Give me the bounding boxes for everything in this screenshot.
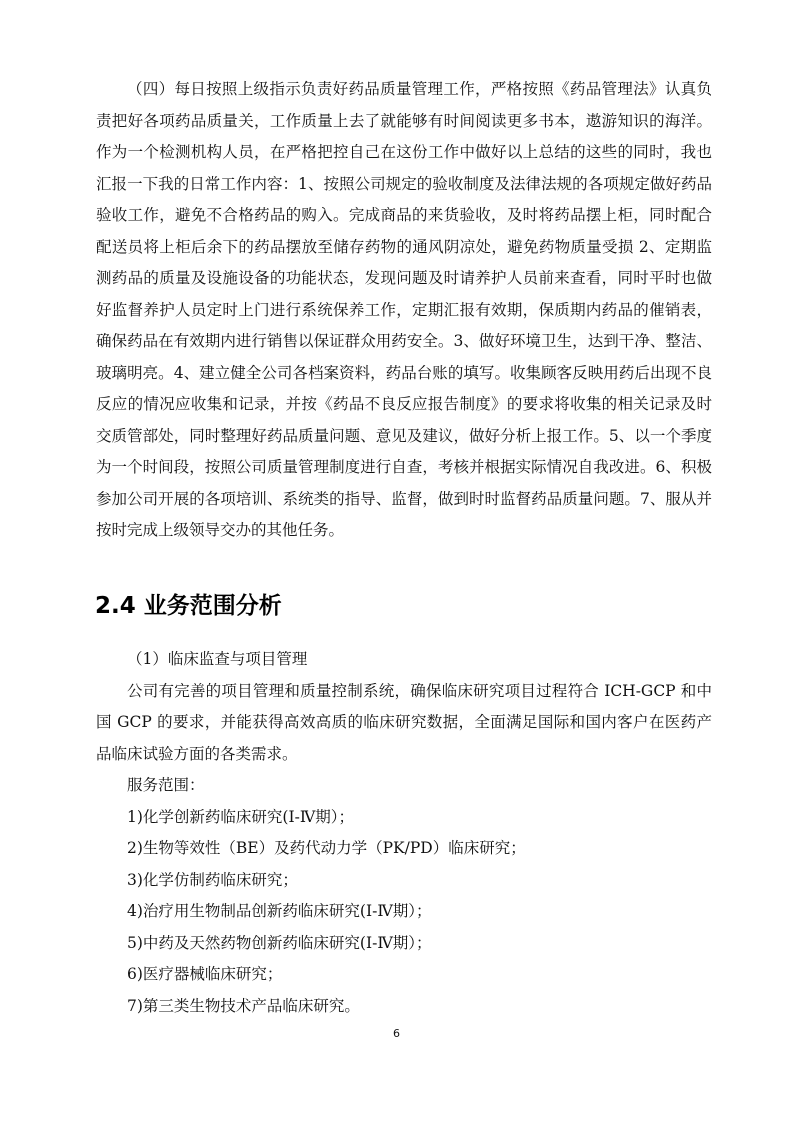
subsection-title: （1）临床监查与项目管理 <box>127 650 308 668</box>
service-item: 7)第三类生物技术产品临床研究。 <box>127 996 360 1015</box>
services-label: 服务范围： <box>127 776 205 794</box>
service-item: 4)治疗用生物制品创新药临床研究(Ⅰ-Ⅳ期）； <box>127 902 432 920</box>
intro-paragraph: 公司有完善的项目管理和质量控制系统，确保临床研究项目过程符合 ICH-GCP 和中国 GCP 的要求，并能获得高效高质的临床研究数据，全面满足国际和国内客户在医药产品临床试验方面的各类需求。 <box>96 681 712 763</box>
service-item: 5)中药及天然药物创新药临床研究(Ⅰ-Ⅳ期）； <box>127 933 432 952</box>
service-item: 1)化学创新药临床研究(Ⅰ-Ⅳ期）； <box>127 807 355 826</box>
body-paragraph: （四）每日按照上级指示负责好药品质量管理工作，严格按照《药品管理法》认真负责把好各项药品质量关，工作质量上去了就能够有时间阅读更多书本，遨游知识的海洋。作为一个检测机构人员，在严格把控自己在这份工作中做好以上总结的这些的同时，我也汇报一下我的日常工作内容：1、按照公司规定的验收制度及法律法规的各项规定做好药品验收工作，避免不合格药品的购入。完成商品的来货验收，及时将药品摆上柜，同时配合配送员将上柜后余下的药品摆放至储存药物的通风阴凉处，避免药物质量受损 2、定期监测药品的质量及设施设备的功能状态，发现问题及时请养护人员前来查看，同时平时也做好监督养护人员定时上门进行系统保养工作，定期汇报有效期，保质期内药品的催销表，确保药品在有效期内进行销售以保证群众用药安全。3、做好环境卫生，达到干净、整洁、玻璃明亮。4、建立健全公司各档案资料，药品台账的填写。收集顾客反映用药后出现不良反应的情况应收集和记录，并按《药品不良反应报告制度》的要求将收集的相关记录及时交质管部处，同时整理好药品质量问题、意见及建议，做好分析上报工作。5、以一个季度为一个时间段，按照公司质量管理制度进行自查，考核并根据实际情况自我改进。6、积极参加公司开展的各项培训、系统类的指导、监督，做到时时监督药品质量问题。7、服从并按时完成上级领导交办的其他任务。 <box>96 80 712 539</box>
section-heading: 2.4 业务范围分析 <box>95 593 282 619</box>
service-item: 6)医疗器械临床研究； <box>127 965 283 983</box>
section-body <box>96 644 712 1022</box>
service-item: 2)生物等效性（BE）及药代动力学（PK/PD）临床研究； <box>127 839 526 857</box>
service-item: 3)化学仿制药临床研究； <box>127 870 298 889</box>
page-number: 6 <box>393 1027 400 1040</box>
